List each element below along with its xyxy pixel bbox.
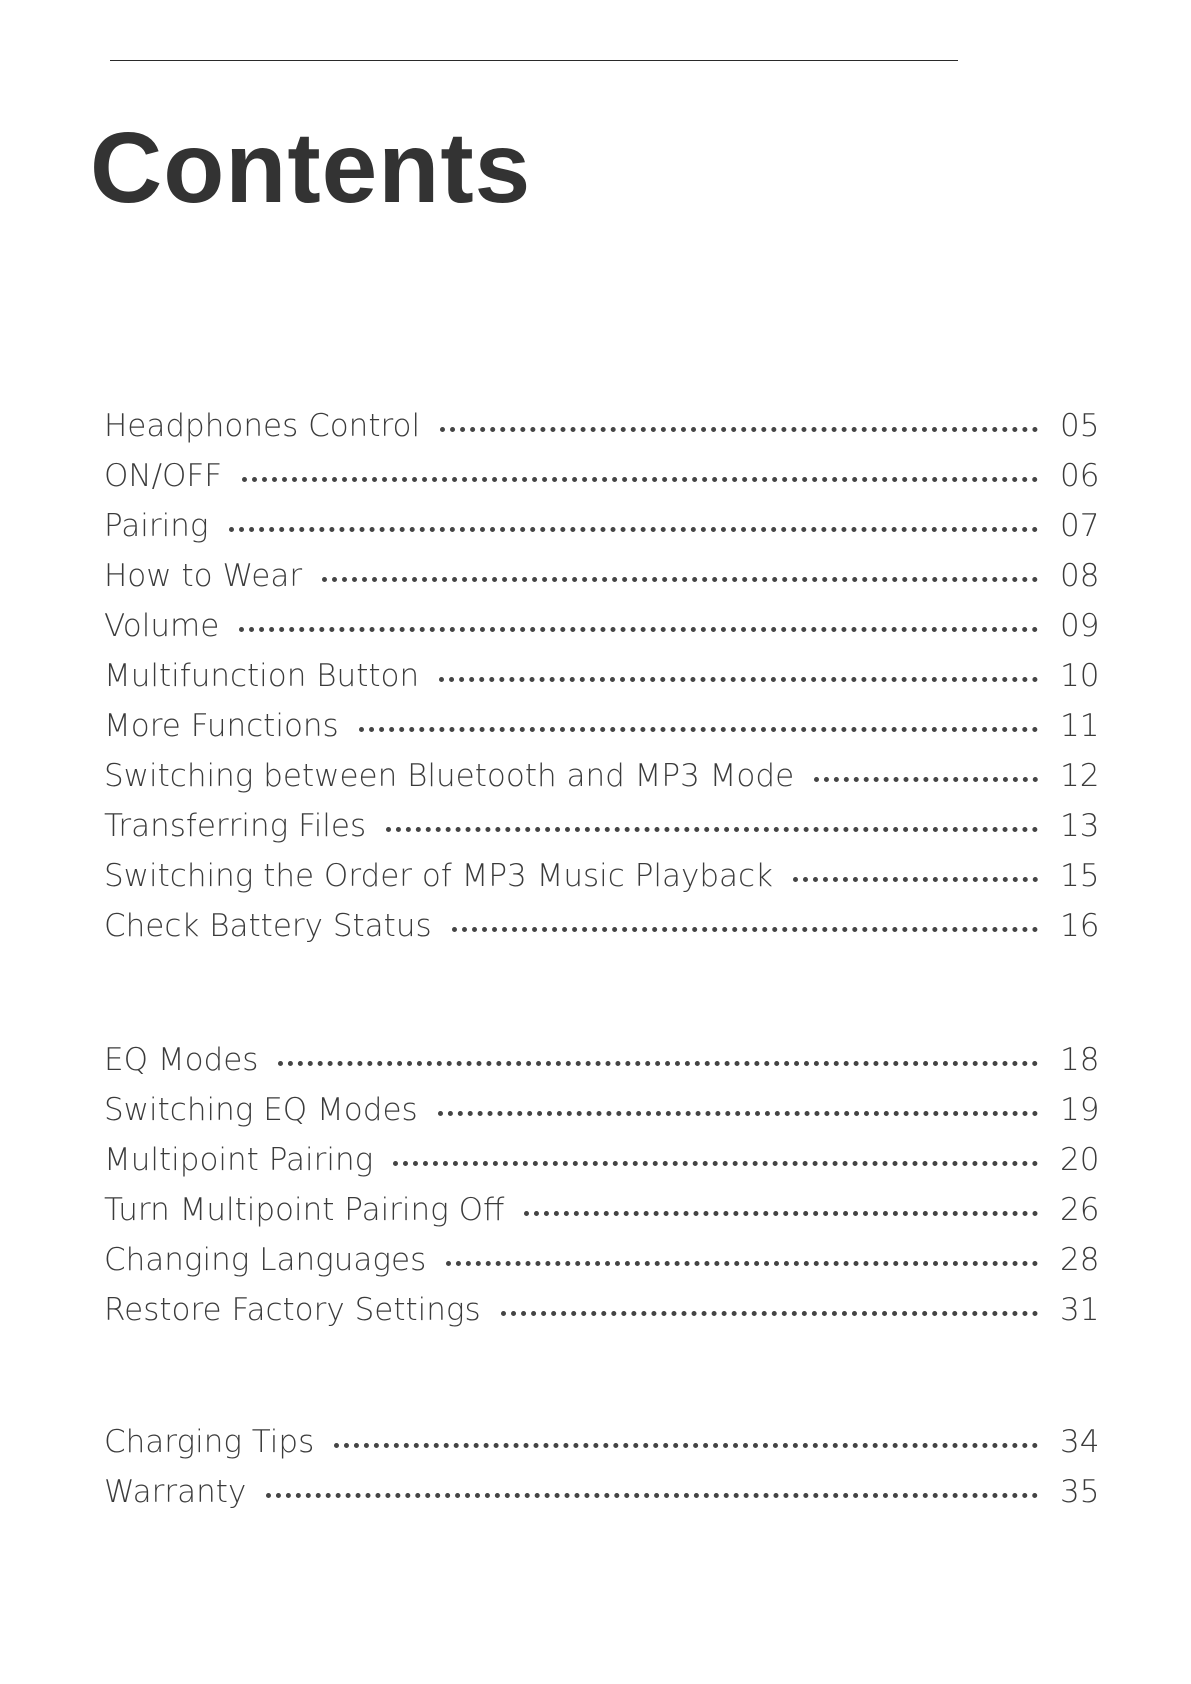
toc-entry-page-number: 15	[1060, 858, 1100, 894]
toc-entry-label: Warranty	[104, 1474, 247, 1510]
toc-entry[interactable]	[104, 608, 1100, 658]
toc-entry-label: ON/OFF	[104, 458, 223, 494]
toc-entry[interactable]	[104, 708, 1100, 758]
toc-entry-label: Headphones Control	[104, 408, 421, 444]
toc-entry-page-number: 09	[1060, 608, 1100, 644]
dot-leader	[438, 1111, 1038, 1116]
toc-entry-page-number: 05	[1060, 408, 1100, 444]
toc-group-2	[104, 1042, 1100, 1342]
toc-entry-label: More Functions	[104, 708, 339, 744]
toc-entry-label: Check Battery Status	[104, 908, 432, 944]
toc-entry-page-number: 18	[1060, 1042, 1100, 1078]
toc-entry-page-number: 10	[1060, 658, 1100, 694]
toc-entry-page-number: 07	[1060, 508, 1100, 544]
dot-leader	[278, 1061, 1038, 1066]
toc-entry-page-number: 16	[1060, 908, 1100, 944]
toc-entry-label: Switching EQ Modes	[104, 1092, 418, 1128]
toc-entry-label: Changing Languages	[104, 1242, 427, 1278]
toc-entry[interactable]	[104, 658, 1100, 708]
dot-leader	[814, 777, 1038, 782]
dot-leader	[446, 1261, 1038, 1266]
dot-leader	[440, 427, 1038, 432]
toc-entry-page-number: 12	[1060, 758, 1100, 794]
dot-leader	[239, 627, 1038, 632]
toc-entry-label: Multifunction Button	[104, 658, 420, 694]
toc-entry[interactable]	[104, 1042, 1100, 1092]
toc-entry-label: Switching between Bluetooth and MP3 Mode	[104, 758, 795, 794]
toc-entry-label: Multipoint Pairing	[104, 1142, 374, 1178]
dot-leader	[266, 1493, 1038, 1498]
top-rule	[110, 60, 958, 61]
toc-entry-page-number: 28	[1060, 1242, 1100, 1278]
toc-entry-page-number: 31	[1060, 1292, 1100, 1328]
dot-leader	[452, 927, 1038, 932]
toc-entry-label: Charging Tips	[104, 1424, 315, 1460]
toc-entry[interactable]	[104, 1474, 1100, 1524]
toc-entry-page-number: 11	[1060, 708, 1100, 744]
dot-leader	[229, 527, 1038, 532]
page-title: Contents	[90, 112, 532, 224]
dot-leader	[524, 1211, 1038, 1216]
toc-group-1	[104, 408, 1100, 958]
toc-entry[interactable]	[104, 458, 1100, 508]
dot-leader	[242, 477, 1038, 482]
toc-entry[interactable]	[104, 1242, 1100, 1292]
toc-entry[interactable]	[104, 1142, 1100, 1192]
toc-entry-page-number: 13	[1060, 808, 1100, 844]
toc-group-3	[104, 1424, 1100, 1524]
toc-entry[interactable]	[104, 1424, 1100, 1474]
toc-entry-label: Volume	[104, 608, 220, 644]
toc-entry-label: Turn Multipoint Pairing Off	[104, 1192, 505, 1228]
toc-entry[interactable]	[104, 508, 1100, 558]
toc-entry-page-number: 20	[1060, 1142, 1100, 1178]
toc-entry[interactable]	[104, 908, 1100, 958]
toc-entry-page-number: 35	[1060, 1474, 1100, 1510]
toc-entry[interactable]	[104, 558, 1100, 608]
toc-entry-label: Pairing	[104, 508, 209, 544]
dot-leader	[501, 1311, 1038, 1316]
toc-entry-label: EQ Modes	[104, 1042, 259, 1078]
toc-entry[interactable]	[104, 408, 1100, 458]
dot-leader	[334, 1443, 1038, 1448]
toc-entry-label: Restore Factory Settings	[104, 1292, 481, 1328]
dot-leader	[439, 677, 1038, 682]
toc-entry-label: Transferring Files	[104, 808, 367, 844]
toc-entry-label: Switching the Order of MP3 Music Playback	[104, 858, 774, 894]
toc-entry[interactable]	[104, 858, 1100, 908]
dot-leader	[393, 1161, 1038, 1166]
dot-leader	[322, 577, 1038, 582]
dot-leader	[386, 827, 1038, 832]
dot-leader	[359, 727, 1038, 732]
toc-entry-page-number: 34	[1060, 1424, 1100, 1460]
toc-entry-page-number: 26	[1060, 1192, 1100, 1228]
toc-entry[interactable]	[104, 758, 1100, 808]
toc-entry-page-number: 06	[1060, 458, 1100, 494]
toc-entry-page-number: 19	[1060, 1092, 1100, 1128]
toc-entry-label: How to Wear	[104, 558, 303, 594]
toc-entry-page-number: 08	[1060, 558, 1100, 594]
toc-entry[interactable]	[104, 1092, 1100, 1142]
toc-entry[interactable]	[104, 1292, 1100, 1342]
toc-entry[interactable]	[104, 808, 1100, 858]
dot-leader	[793, 877, 1038, 882]
toc-entry[interactable]	[104, 1192, 1100, 1242]
